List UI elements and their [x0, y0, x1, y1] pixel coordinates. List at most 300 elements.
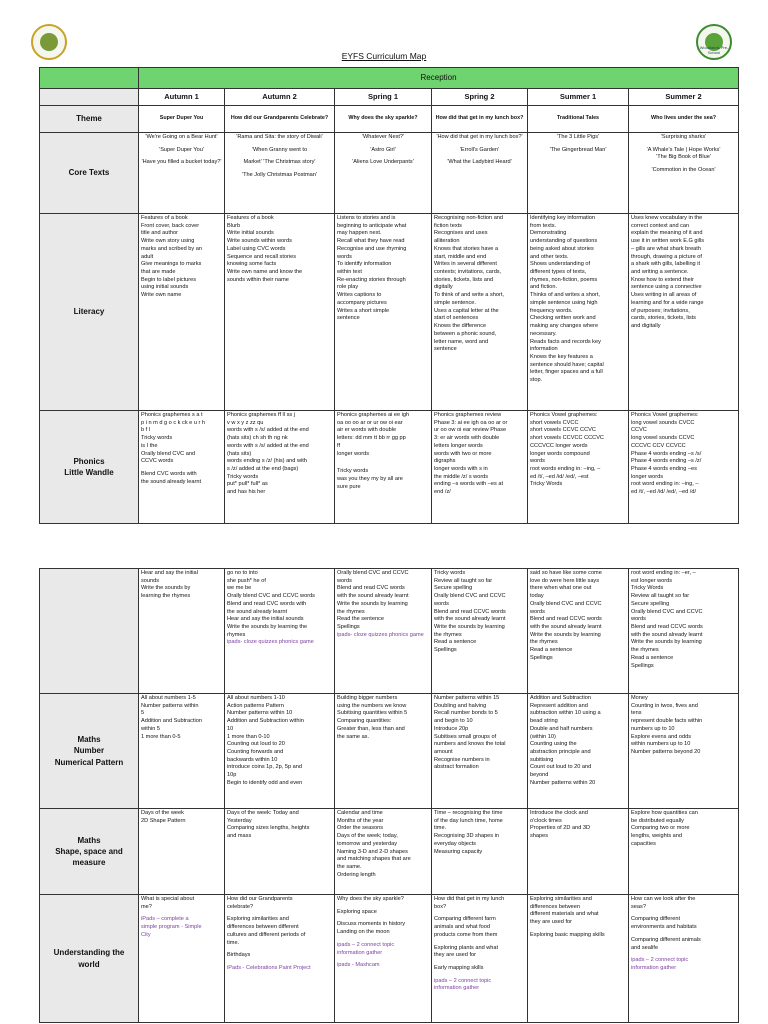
- text-line: Why does the sky sparkle?: [337, 896, 404, 902]
- text-line: may happen next.: [337, 230, 382, 237]
- maths-number-cell: [432, 694, 528, 809]
- text-line: Spellings: [337, 624, 360, 631]
- text-line: letter name, word and: [434, 338, 489, 345]
- text-line: Hear and say the initial: [141, 570, 198, 576]
- text-line: Uses writing in all areas of: [631, 292, 697, 299]
- theme-cell: Why does the sky sparkle?: [335, 106, 432, 133]
- text-line: through, drawing a picture of: [631, 253, 702, 260]
- text-line: short vowels CCVC CCVC: [530, 427, 596, 434]
- text-line: Phonics graphemes review: [434, 412, 502, 418]
- text-line: information: [530, 346, 558, 353]
- text-line: Comparing different farm: [434, 916, 496, 923]
- text-line: they are used for: [530, 919, 572, 926]
- row-label-literacy: Literacy: [40, 214, 139, 411]
- text-line: the sound already learnt: [227, 608, 288, 615]
- text-line: be distributed equally: [631, 817, 684, 824]
- text-line: Counting in twos, fives and: [631, 702, 698, 709]
- text-line: information gather: [631, 965, 677, 972]
- maths-shape-label-line-2: Shape, space and: [55, 846, 123, 856]
- maths-shape-cell: [139, 809, 225, 895]
- text-line: being asked about stories: [530, 245, 594, 252]
- text-line: ur oo ow oi ear review Phase: [434, 427, 507, 434]
- text-line: subitising: [530, 756, 554, 763]
- text-line: capacities: [631, 840, 656, 847]
- term-autumn-1: Autumn 1: [139, 89, 225, 106]
- text-line: Subitising quantities within 5: [337, 710, 408, 717]
- maths-shape-cell: [225, 809, 335, 895]
- text-line: and begin to 10: [434, 718, 473, 725]
- text-line: environments and habitats: [631, 924, 697, 931]
- text-line: ipads - Mashcam: [337, 962, 380, 969]
- phonics-cell: [225, 411, 335, 524]
- text-line: ed /t/, –ed /id/ /ed/, –ed /d/: [631, 489, 696, 496]
- text-line: Uses a capital letter at the: [434, 307, 499, 314]
- text-line: bead string: [530, 718, 558, 725]
- text-line: How did that get in my lunch: [434, 896, 505, 902]
- text-line: Blend and read CCVC words: [631, 624, 703, 631]
- text-line: of the day lunch time, home: [434, 817, 503, 824]
- text-line: Subitises small groups of: [434, 733, 497, 740]
- text-line: 5: [141, 710, 145, 717]
- understanding-label-line-2: world: [78, 959, 100, 969]
- literacy-cell: [432, 214, 528, 411]
- text-line: Knows the difference: [434, 323, 487, 330]
- text-line: making any changes where: [530, 323, 599, 330]
- text-line: words: [434, 600, 449, 607]
- text-line: Demonstrating: [530, 230, 567, 237]
- text-line: words with s /s/ added at the end: [227, 442, 309, 449]
- phonics-continued-cell: [528, 569, 629, 694]
- text-line: with the sound already learnt: [631, 631, 703, 638]
- text-line: different types of texts,: [530, 269, 587, 276]
- text-line: was you they my by all are: [337, 476, 403, 483]
- text-line: Explore evens and odds: [631, 733, 692, 740]
- text-line: subtraction within 10 using a: [530, 710, 601, 717]
- text-line: everyday objects: [434, 840, 476, 847]
- text-line: (within 10): [530, 733, 556, 740]
- text-line: Secure spelling: [631, 600, 670, 607]
- text-line: Know how to extend their: [631, 276, 694, 283]
- text-line: Number patterns within 10: [227, 710, 293, 717]
- text-line: sure pure: [337, 483, 361, 490]
- text-line: Listens to stories and is: [337, 215, 396, 221]
- text-line: Discuss moments in history: [337, 921, 406, 928]
- core-texts-cell: [528, 133, 629, 214]
- row-label-maths-number: [40, 694, 139, 809]
- phonics-cell: [335, 411, 432, 524]
- text-line: Re-enacting stories through: [337, 276, 406, 283]
- text-line: 10: [227, 725, 234, 732]
- text-line: Give meanings to marks: [141, 261, 202, 268]
- text-line: Number patterns within 20: [530, 779, 596, 786]
- text-line: amount: [434, 749, 453, 756]
- understanding-cell: [432, 895, 528, 1023]
- text-line: 'Astro Girl': [370, 146, 396, 153]
- text-line: Exploring plants and what: [434, 944, 499, 951]
- text-line: ed /t/, –ed /id/ /ed/, –est: [530, 473, 589, 480]
- text-line: the rhymes: [337, 608, 365, 615]
- text-line: Represent addition and: [530, 702, 588, 709]
- text-line: said so have like some come: [530, 570, 602, 576]
- text-line: frequency words.: [530, 307, 573, 314]
- document-title: EYFS Curriculum Map: [341, 51, 427, 61]
- literacy-cell: [629, 214, 739, 411]
- maths-number-cell: [629, 694, 739, 809]
- text-line: Comparing different: [631, 916, 681, 923]
- text-line: Phase 4 words ending –es: [631, 466, 697, 473]
- text-line: Thinks of and writes a short,: [530, 292, 600, 299]
- text-line: alliteration: [434, 238, 460, 245]
- text-line: Orally blend CVC and CCVC: [337, 570, 409, 576]
- text-line: iPads - Celebrations Paint Project: [227, 965, 311, 972]
- text-line: Calendar and time: [337, 810, 383, 816]
- text-line: Write own name: [141, 292, 182, 299]
- text-line: Identifying key information: [530, 215, 595, 221]
- text-line: role play: [337, 284, 359, 291]
- text-line: sounds: [141, 577, 160, 584]
- text-line: Tricky Words: [530, 481, 563, 488]
- text-line: learning and for a wide range: [631, 299, 704, 306]
- text-line: Exploring basic mapping skills: [530, 931, 605, 938]
- text-line: o'clock times: [530, 817, 562, 824]
- text-line: Market' 'The Christmas story': [243, 159, 316, 166]
- text-line: and mass: [227, 833, 252, 840]
- text-line: sounds within their name: [227, 276, 289, 283]
- text-line: the rhymes: [631, 647, 659, 654]
- text-line: they are used for: [434, 952, 476, 959]
- text-line: 'A Whale's Tale | Hope Works': [646, 146, 721, 153]
- theme-cell: How did our Grandparents Celebrate?: [225, 106, 335, 133]
- text-line: and writing a sentence.: [631, 269, 689, 276]
- text-line: 'The Gingerbread Man': [549, 146, 607, 153]
- literacy-cell: [528, 214, 629, 411]
- text-line: words ending s /z/ (his) and with: [227, 458, 307, 465]
- text-line: Recall what they have read: [337, 238, 405, 245]
- text-line: 'How did that get in my lunch box?': [436, 134, 523, 140]
- text-line: Writes a short simple: [337, 307, 390, 314]
- text-line: 'Erroll's Garden': [459, 146, 500, 153]
- text-line: shapes: [530, 833, 549, 840]
- ipads-activity-text: ipads- cloze quizzes phonics game: [337, 631, 424, 638]
- text-line: fiction texts: [434, 222, 462, 229]
- phonics-continued-lines: [337, 570, 429, 632]
- text-line: 2D Shape Pattern: [141, 817, 186, 824]
- text-line: and matching shapes that are: [337, 856, 411, 863]
- text-line: Recall number bonds to 5: [434, 710, 498, 717]
- understanding-label-line-1: Understanding the: [53, 948, 125, 958]
- text-line: Recognise and use rhyming: [337, 245, 407, 252]
- text-line: Write the sounds by learning: [631, 639, 702, 646]
- maths-shape-label-line-1: Maths: [77, 835, 101, 845]
- text-line: Begin to label pictures: [141, 276, 197, 283]
- theme-cell: Who lives under the sea?: [629, 106, 739, 133]
- understanding-cell: [528, 895, 629, 1023]
- text-line: time.: [434, 825, 447, 832]
- text-line: knowing some facts: [227, 261, 277, 268]
- text-line: Addition and Subtraction: [530, 695, 591, 701]
- phonics-continued-cell: [139, 569, 225, 694]
- text-line: Time – recognising the time: [434, 810, 503, 816]
- text-line: long vowel sounds CCVC: [631, 435, 695, 442]
- text-line: with the sound already learnt: [434, 616, 506, 623]
- text-line: ipads – 2 connect topic: [434, 977, 492, 984]
- text-line: 'Commotion in the Ocean': [651, 167, 716, 174]
- literacy-cell: [335, 214, 432, 411]
- text-line: Days of the week: Today and: [227, 810, 299, 816]
- text-line: understanding of questions: [530, 238, 598, 245]
- row-label-phonics: [40, 411, 139, 524]
- text-line: long vowel sounds CVCC: [631, 419, 695, 426]
- maths-number-label-line-3: Numerical Pattern: [54, 757, 124, 767]
- text-line: abstraction principle and: [530, 749, 591, 756]
- text-line: Label using CVC words: [227, 245, 286, 252]
- text-line: CCVC: [631, 427, 647, 434]
- maths-number-cell: [225, 694, 335, 809]
- text-line: v w x y z zz qu: [227, 419, 264, 426]
- text-line: Comparing quantities:: [337, 718, 392, 725]
- text-line: (hats sits) ch sh th ng nk: [227, 435, 288, 442]
- text-line: Tricky words: [227, 473, 259, 480]
- text-line: start of sentences: [434, 315, 479, 322]
- text-line: Comparing different animals: [631, 936, 701, 943]
- term-summer-1: Summer 1: [528, 89, 629, 106]
- text-line: Number patterns within 15: [434, 695, 500, 701]
- curriculum-table-top: [39, 67, 739, 524]
- text-line: 'Surprising sharks': [660, 134, 707, 140]
- text-line: digitally: [434, 284, 453, 291]
- text-line: of purposes; invitations,: [631, 307, 690, 314]
- text-line: sentence: [337, 315, 360, 322]
- understanding-cell: [335, 895, 432, 1023]
- text-line: cards, stories, tickets, lists: [631, 315, 696, 322]
- text-line: 3: er air words with double: [434, 435, 500, 442]
- text-line: Number patterns beyond 20: [631, 749, 701, 756]
- preschool-logo-right: Woodlands Pre-School: [696, 24, 732, 60]
- text-line: marks and scribed by an: [141, 245, 202, 252]
- text-line: stop.: [530, 377, 543, 384]
- text-line: What is special about: [141, 896, 195, 902]
- text-line: Phase 4 words ending –s /z/: [631, 458, 702, 465]
- phonics-continued-cell: [629, 569, 739, 694]
- text-line: Introduce the clock and: [530, 810, 588, 816]
- row-label-phonics-continued: [40, 569, 139, 694]
- text-line: Uses knew vocabulary in the: [631, 215, 703, 221]
- text-line: Writes captions to: [337, 292, 382, 299]
- text-line: a shark with gills, labelling it: [631, 261, 701, 268]
- core-texts-cell: [629, 133, 739, 214]
- text-line: animals and what food: [434, 924, 490, 931]
- text-line: longer words: [337, 450, 370, 457]
- text-line: Action patterns Pattern: [227, 702, 284, 709]
- text-line: oa oo oo ar or ur ow oi ear: [337, 419, 403, 426]
- text-line: Begin to identify odd and even: [227, 779, 303, 786]
- text-line: Order the seasons: [337, 825, 384, 832]
- text-line: Write initial sounds: [227, 230, 274, 237]
- text-line: box?: [434, 903, 447, 910]
- text-line: Write the sounds by learning: [434, 624, 505, 631]
- text-line: necessary.: [530, 330, 557, 337]
- text-line: within text: [337, 269, 362, 276]
- text-line: air er words with double: [337, 427, 397, 434]
- text-line: Number patterns within: [141, 702, 199, 709]
- text-line: from texts.: [530, 222, 557, 229]
- text-line: Blend and read CVC words with: [227, 600, 307, 607]
- text-line: Write the sounds by: [141, 585, 191, 592]
- text-line: abstract formation: [434, 764, 479, 771]
- text-line: Reads facts and records key: [530, 338, 601, 345]
- understanding-cell: [139, 895, 225, 1023]
- text-line: ending –s words with –es at: [434, 481, 504, 488]
- row-label-understanding-world: [40, 895, 139, 1023]
- text-line: 'The Jolly Christmas Postman': [242, 172, 317, 179]
- text-line: differences between different: [227, 924, 299, 931]
- text-line: Comparing two or more: [631, 825, 690, 832]
- phonics-label-line-1: Phonics: [73, 456, 105, 466]
- text-line: digraphs: [434, 458, 456, 465]
- row-label-maths-shape: [40, 809, 139, 895]
- phonics-label-line-2: Little Wandle: [64, 468, 114, 477]
- text-line: there when what one out: [530, 585, 592, 592]
- text-line: stories, tickets, lists and: [434, 276, 494, 283]
- text-line: differences between: [530, 903, 580, 910]
- text-line: To identify information: [337, 261, 392, 268]
- text-line: Review all taught so far: [434, 577, 493, 584]
- maths-number-label-line-2: Number: [73, 746, 105, 756]
- phonics-continued-cell: [225, 569, 335, 694]
- text-line: Write own name and know the: [227, 269, 303, 276]
- text-line: information gather: [337, 949, 383, 956]
- text-line: numbers and knows the total: [434, 741, 506, 748]
- text-line: products come from them: [434, 931, 498, 938]
- text-line: letters: dd mm tt bb rr gg pp: [337, 435, 406, 442]
- text-line: Phonics Vowel graphemes:: [631, 412, 699, 418]
- term-summer-2: Summer 2: [629, 89, 739, 106]
- text-line: sentence: [434, 346, 457, 353]
- text-line: Phonics graphemes s a t: [141, 412, 203, 418]
- phonics-cell: [432, 411, 528, 524]
- text-line: Tricky words: [434, 570, 466, 576]
- understanding-cell: [225, 895, 335, 1023]
- text-line: within 5: [141, 725, 160, 732]
- text-line: Write sounds within words: [227, 238, 292, 245]
- text-line: beyond: [530, 772, 549, 779]
- text-line: Counting forwards and: [227, 749, 284, 756]
- maths-shape-cell: [335, 809, 432, 895]
- text-line: ipads – 2 connect topic: [631, 957, 689, 964]
- maths-number-cell: [528, 694, 629, 809]
- text-line: root word ending in: –ing, –: [631, 481, 699, 488]
- text-line: Introduce 20p: [434, 725, 469, 732]
- text-line: tens: [631, 710, 642, 717]
- text-line: sentence should have; capital: [530, 361, 604, 368]
- text-line: Orally blend CVC and CCVC: [631, 608, 703, 615]
- text-line: Blend and read CCVC words: [434, 608, 506, 615]
- term-autumn-2: Autumn 2: [225, 89, 335, 106]
- text-line: p i n m d g o c k ck e u r h: [141, 419, 206, 426]
- text-line: today: [530, 593, 544, 600]
- text-line: Phase 4 words ending –s /s/: [631, 450, 702, 457]
- text-line: and digitally: [631, 323, 661, 330]
- text-line: contexts; invitations, cards,: [434, 269, 502, 276]
- text-line: Days of the week: [141, 810, 184, 816]
- text-line: using the numbers we know: [337, 702, 407, 709]
- text-line: Blend and read CCVC words: [530, 616, 602, 623]
- core-texts-cell: [432, 133, 528, 214]
- text-line: Hear and say the initial sounds: [227, 616, 304, 623]
- text-line: Orally blend CVC and CCVC: [530, 600, 602, 607]
- text-line: To think of and write a short,: [434, 292, 504, 299]
- text-line: 10p: [227, 772, 237, 779]
- text-line: we me be: [227, 585, 252, 592]
- phonics-continued-cell: [432, 569, 528, 694]
- text-line: Ordering length: [337, 871, 376, 878]
- text-line: using initial sounds: [141, 284, 189, 291]
- row-label-theme: Theme: [40, 106, 139, 133]
- text-line: CCVC words: [141, 458, 174, 465]
- text-line: Exploring space: [337, 908, 377, 915]
- text-line: love do were here little says: [530, 577, 600, 584]
- text-line: Recognise numbers in: [434, 756, 490, 763]
- text-line: 'When Granny went to: [251, 146, 308, 153]
- text-line: words: [530, 608, 545, 615]
- ipads-activity-text: ipads- cloze quizzes phonics game: [227, 639, 314, 646]
- text-line: Secure spelling: [434, 585, 473, 592]
- text-line: Phonics Vowel graphemes:: [530, 412, 598, 418]
- text-line: she push* he of: [227, 577, 266, 584]
- text-line: celebrate?: [227, 903, 254, 910]
- text-line: Months of the year: [337, 817, 384, 824]
- text-line: ipads – 2 connect topic: [337, 941, 395, 948]
- phonics-continued-cell: [335, 569, 432, 694]
- text-line: between a phonic sound,: [434, 330, 497, 337]
- text-line: the same.: [337, 864, 362, 871]
- text-line: Read the sentence: [337, 616, 384, 623]
- reception-header: Reception: [139, 68, 739, 89]
- text-line: 'The Big Book of Blue': [656, 154, 711, 161]
- maths-shape-cell: [528, 809, 629, 895]
- theme-cell: Super Duper You: [139, 106, 225, 133]
- maths-number-cell: [139, 694, 225, 809]
- text-line: Spellings: [434, 647, 457, 654]
- text-line: words: [631, 616, 646, 623]
- text-line: backwards within 10: [227, 756, 278, 763]
- text-line: the rhymes: [530, 639, 558, 646]
- text-line: adult: [141, 253, 154, 260]
- text-line: within numbers up to 10: [631, 741, 691, 748]
- text-line: ff: [337, 442, 341, 449]
- text-line: Review all taught so far: [631, 593, 690, 600]
- text-line: Orally blend CVC and CCVC words: [227, 593, 315, 600]
- text-line: Greater than, less than and: [337, 725, 405, 732]
- text-line: Recognising 3D shapes in: [434, 833, 499, 840]
- maths-number-label-line-1: Maths: [77, 735, 101, 745]
- text-line: root word ending in: –er, –: [631, 570, 696, 576]
- header-spacer: [40, 68, 139, 89]
- text-line: CCCVCC longer words: [530, 442, 588, 449]
- text-line: Sequence and recall stories: [227, 253, 297, 260]
- text-line: information gather: [434, 985, 480, 992]
- text-line: Counting using the: [530, 741, 577, 748]
- maths-shape-label-line-3: measure: [72, 858, 106, 868]
- text-line: Measuring capacity: [434, 848, 483, 855]
- phonics-cell: [139, 411, 225, 524]
- text-line: 1 more than 0-10: [227, 733, 270, 740]
- text-line: Phonics graphemes ai ee igh: [337, 412, 410, 418]
- text-line: time.: [227, 939, 240, 946]
- text-line: Counting out loud to 20: [227, 741, 285, 748]
- text-line: Tricky words: [141, 435, 173, 442]
- text-line: Write own story using: [141, 238, 195, 245]
